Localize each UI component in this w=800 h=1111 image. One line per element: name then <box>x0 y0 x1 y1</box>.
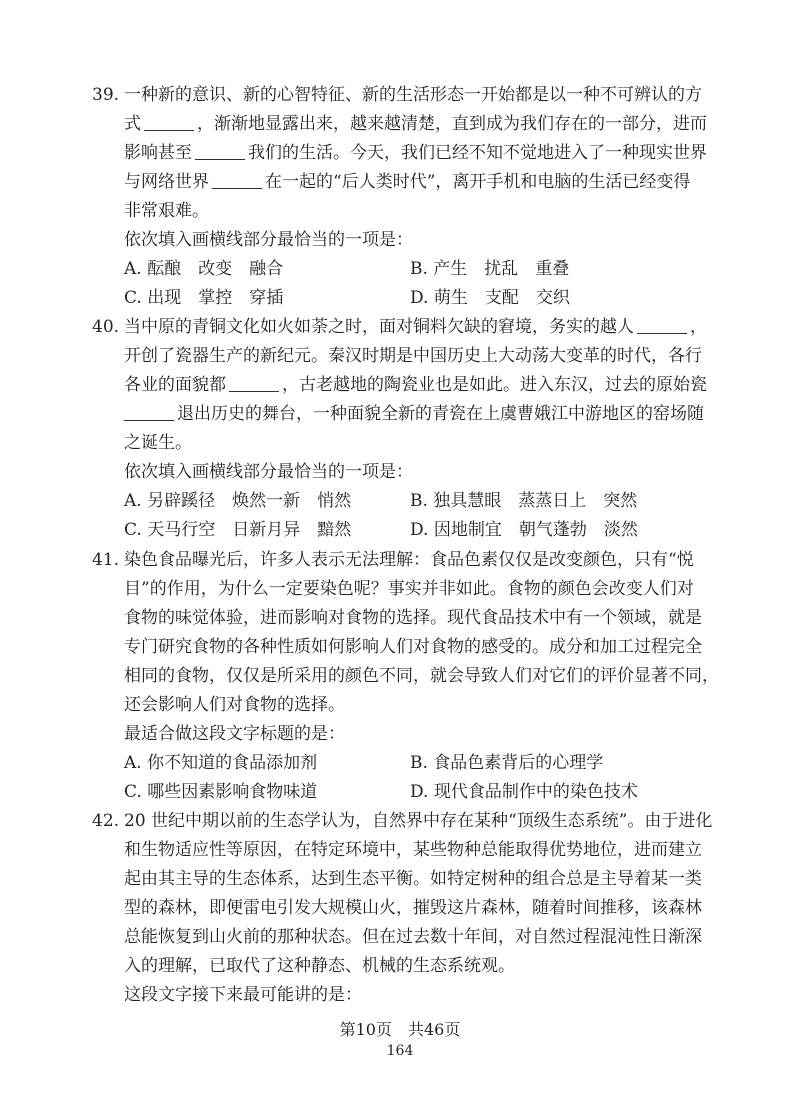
fill-blank <box>637 315 687 334</box>
fill-blank <box>195 141 245 160</box>
question-stem-line: 入的理解，已取代了这种静态、机械的生态系统观。 <box>124 956 515 976</box>
question-prompt: 这段文字接下来最可能讲的是： <box>124 985 362 1005</box>
option-a[interactable]: A. 另辟蹊径 焕然一新 悄然 <box>124 491 352 511</box>
option-c[interactable]: C. 天马行空 日新月异 黯然 <box>124 520 352 540</box>
option-row <box>92 778 712 807</box>
question-stem-line: 之诞生。 <box>124 433 192 453</box>
question-stem-line: 39. 一种新的意识、新的心智特征、新的生活形态一开始都是以一种不可辨认的方 <box>92 81 712 110</box>
page-indicator: 第10页 共46页 <box>339 1020 461 1039</box>
option-a[interactable]: A. 酝酿 改变 融合 <box>124 259 284 279</box>
question-number: 42. <box>92 811 120 831</box>
question-number: 40. <box>92 317 120 337</box>
option-row <box>92 487 712 516</box>
option-b[interactable]: B. 食品色素背后的心理学 <box>410 753 604 773</box>
question-stem-line: 各业的面貌都 ，古老越地的陶瓷业也是如此。进入东汉，过去的原始瓷 <box>124 375 707 395</box>
option-c[interactable]: C. 出现 掌控 穿插 <box>124 288 284 308</box>
question-stem-line: 开创了瓷器生产的新纪元。秦汉时期是中国历史上大动荡大变革的时代，各行 <box>124 346 702 366</box>
question-stem-line: 式 ，渐渐地显露出来，越来越清楚，直到成为我们存在的一部分，进而 <box>124 114 707 134</box>
question-41 <box>92 546 719 807</box>
option-row <box>92 749 712 778</box>
option-row <box>92 516 712 545</box>
question-prompt: 依次填入画横线部分最恰当的一项是： <box>124 462 413 482</box>
question-stem-line: 41. 染色食品曝光后，许多人表示无法理解：食品色素仅仅是改变颜色，只有“悦 <box>92 546 712 575</box>
question-number: 41. <box>92 550 120 570</box>
print-page-number: 164 <box>386 1043 414 1059</box>
question-stem-line: 起由其主导的生态体系，达到生态平衡。如特定树种的组合总是主导着某一类 <box>124 869 702 889</box>
question-40 <box>92 313 712 545</box>
question-stem-line: 退出历史的舞台，一种面貌全新的青瓷在上虞曹娥江中游地区的窑场随 <box>92 400 712 429</box>
question-stem-line: 40. 当中原的青铜文化如火如荼之时，面对铜料欠缺的窘境，务实的越人 ， <box>92 313 712 342</box>
option-a[interactable]: A. 你不知道的食品添加剂 <box>124 753 318 773</box>
question-stem-line: 影响甚至 我们的生活。今天，我们已经不知不觉地进入了一种现实世界 <box>124 143 707 163</box>
question-prompt: 依次填入画横线部分最恰当的一项是： <box>124 230 413 250</box>
question-stem-line: 42. 20 世纪中期以前的生态学认为，自然界中存在某种“顶级生态系统”。由于进化 <box>92 807 712 836</box>
option-c[interactable]: C. 哪些因素影响食物味道 <box>124 782 318 802</box>
option-d[interactable]: D. 现代食品制作中的染色技术 <box>410 782 638 802</box>
question-stem-line: 还会影响人们对食物的选择。 <box>124 695 345 715</box>
fill-blank <box>229 373 279 392</box>
question-stem-line: 总能恢复到山火前的那种状态。但在过去数十年间，对自然过程混沌性日渐深 <box>124 927 702 947</box>
question-stem-line: 目”的作用，为什么一定要染色呢？事实并非如此。食物的颜色会改变人们对 <box>124 579 694 599</box>
fill-blank <box>144 112 194 131</box>
question-prompt: 最适合做这段文字标题的是： <box>124 724 345 744</box>
question-39 <box>92 81 712 313</box>
option-b[interactable]: B. 独具慧眼 蒸蒸日上 突然 <box>410 491 638 511</box>
option-b[interactable]: B. 产生 扰乱 重叠 <box>410 259 570 279</box>
question-stem-line: 非常艰难。 <box>124 201 209 221</box>
question-stem-line: 型的森林，即便雷电引发大规模山火，摧毁这片森林，随着时间推移，该森林 <box>124 898 702 918</box>
option-d[interactable]: D. 萌生 支配 交织 <box>410 288 570 308</box>
question-number: 39. <box>92 85 120 105</box>
fill-blank <box>212 170 262 189</box>
fill-blank <box>124 402 174 421</box>
option-row <box>92 255 712 284</box>
question-stem-line: 和生物适应性等原因，在特定环境中，某些物种总能取得优势地位，进而建立 <box>124 840 702 860</box>
question-stem-line: 专门研究食物的各种性质如何影响人们对食物的感受的。成分和加工过程完全 <box>124 637 702 657</box>
question-stem-line: 与网络世界 在一起的“后人类时代”，离开手机和电脑的生活已经变得 <box>124 172 691 192</box>
question-42 <box>92 807 712 1010</box>
question-stem-line: 食物的味觉体验，进而影响对食物的选择。现代食品技术中有一个领域，就是 <box>124 608 702 628</box>
option-row <box>92 284 712 313</box>
question-stem-line: 相同的食物，仅仅是所采用的颜色不同，就会导致人们对它们的评价显著不同， <box>124 666 719 686</box>
option-d[interactable]: D. 因地制宜 朝气蓬勃 淡然 <box>410 520 638 540</box>
